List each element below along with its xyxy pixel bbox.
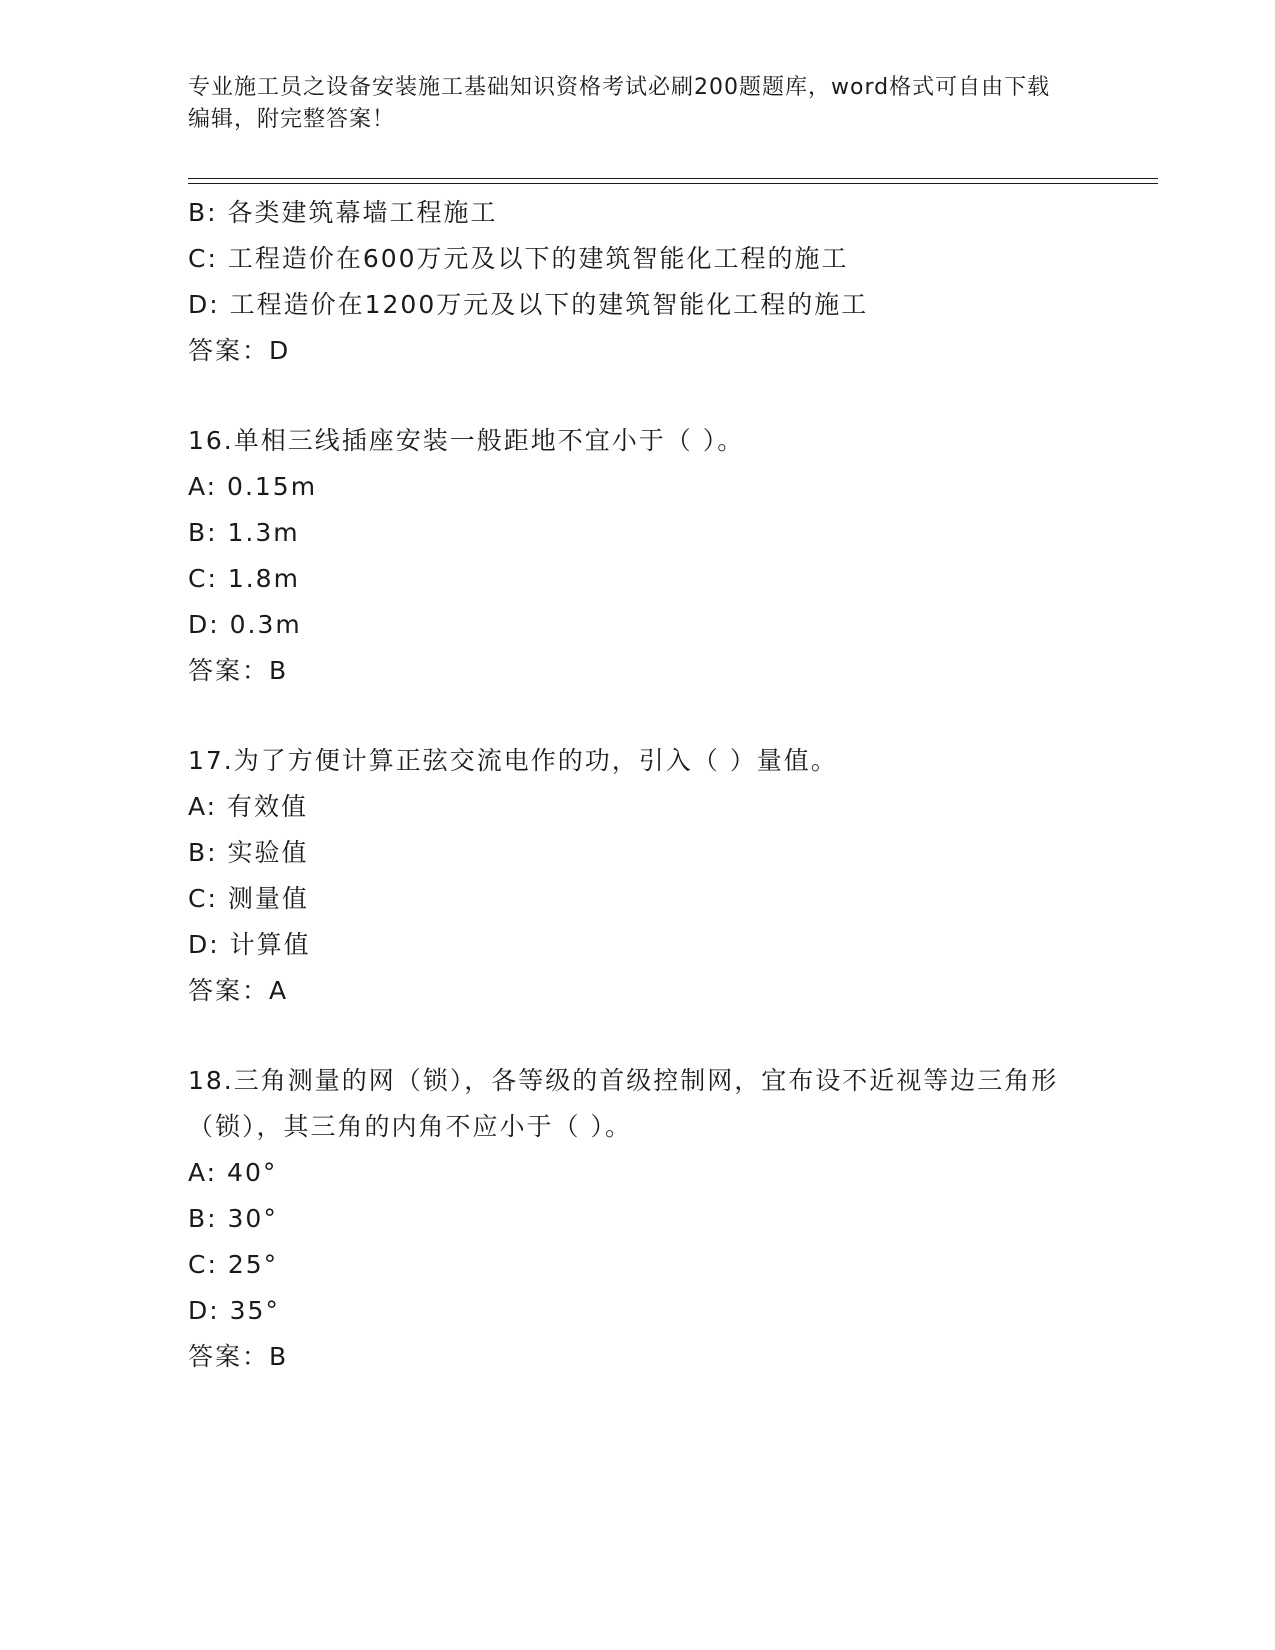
option-c: C: 25° xyxy=(188,1250,279,1279)
option-c: C: 1.8m xyxy=(188,564,300,593)
answer-line: 答案：A xyxy=(188,976,289,1005)
answer-line: 答案：B xyxy=(188,1342,289,1371)
question-18 xyxy=(188,1058,1148,1380)
header-rule-top xyxy=(188,178,1158,179)
question-stem: 18.三角测量的网（锁），各等级的首级控制网，宜布设不近视等边三角形（锁），其三角的内角不应小于（ ）。 xyxy=(188,1066,1059,1141)
option-b: B: 各类建筑幕墙工程施工 xyxy=(188,198,498,227)
document-header: 专业施工员之设备安装施工基础知识资格考试必刷200题题库，word格式可自由下载编辑，附完整答案！ xyxy=(188,75,1051,132)
option-a: A: 有效值 xyxy=(188,792,309,821)
question-16 xyxy=(188,418,1148,694)
question-17 xyxy=(188,738,1148,1014)
document-content xyxy=(188,190,1148,1424)
option-d: D: 35° xyxy=(188,1296,280,1325)
answer-line: 答案：B xyxy=(188,656,289,685)
option-b: B: 1.3m xyxy=(188,518,300,547)
option-a: A: 40° xyxy=(188,1158,278,1187)
option-a: A: 0.15m xyxy=(188,472,318,501)
question-stem: 16.单相三线插座安装一般距地不宜小于（ ）。 xyxy=(188,426,745,455)
header-rule-bottom xyxy=(188,183,1158,184)
answer-line: 答案：D xyxy=(188,336,291,365)
option-b: B: 实验值 xyxy=(188,838,309,867)
question-stem: 17.为了方便计算正弦交流电作的功，引入（ ）量值。 xyxy=(188,746,838,775)
option-d: D: 工程造价在1200万元及以下的建筑智能化工程的施工 xyxy=(188,290,869,319)
option-c: C: 工程造价在600万元及以下的建筑智能化工程的施工 xyxy=(188,244,849,273)
option-b: B: 30° xyxy=(188,1204,278,1233)
option-d: D: 计算值 xyxy=(188,930,311,959)
option-c: C: 测量值 xyxy=(188,884,309,913)
question-15-continuation xyxy=(188,190,1148,374)
option-d: D: 0.3m xyxy=(188,610,302,639)
